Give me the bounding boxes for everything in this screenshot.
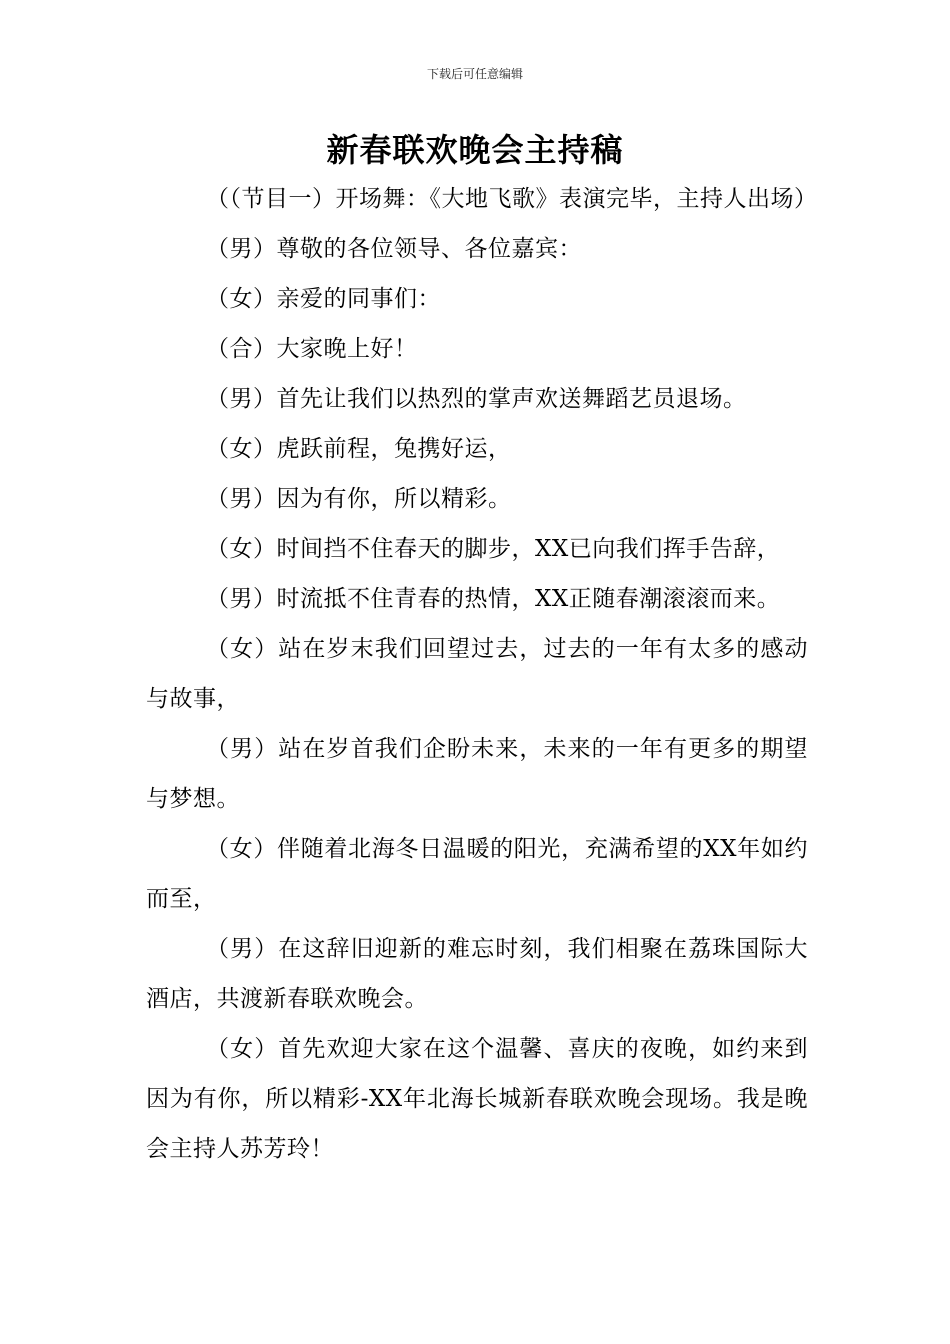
paragraph: （女）站在岁末我们回望过去，过去的一年有太多的感动与故事，: [146, 636, 808, 712]
paragraph: （女）虎跃前程，兔携好运，: [206, 436, 512, 462]
paragraph: （女）伴随着北海冬日温暖的阳光，充满希望的XX年如约而至，: [146, 836, 808, 912]
paragraph: （女）首先欢迎大家在这个温馨、喜庆的夜晚，如约来到因为有你，所以精彩-XX年北海长城新春联欢晚会现场。我是晚会主持人苏芳玲！: [146, 1036, 808, 1162]
paragraph: （合）大家晚上好！: [206, 336, 418, 362]
paragraph: （女）亲爱的同事们：: [206, 286, 441, 312]
paragraph: （男）时流抵不住青春的热情，XX正随春潮滚滚而来。: [206, 586, 781, 612]
header-note: 下载后可任意编辑: [426, 67, 523, 81]
paragraph: （女）时间挡不住春天的脚步，XX已向我们挥手告辞，: [206, 536, 781, 562]
paragraph: （男）因为有你，所以精彩。: [206, 486, 512, 512]
paragraph: （男）首先让我们以热烈的掌声欢送舞蹈艺员退场。: [206, 386, 747, 412]
paragraph: （男）尊敬的各位领导、各位嘉宾：: [206, 236, 582, 262]
paragraph: （男）站在岁首我们企盼未来，未来的一年有更多的期望与梦想。: [146, 736, 808, 812]
paragraph: （男）在这辞旧迎新的难忘时刻，我们相聚在荔珠国际大酒店，共渡新春联欢晚会。: [146, 936, 808, 1012]
document-title: 新春联欢晚会主持稿: [326, 131, 624, 169]
document-body: [146, 174, 818, 1174]
paragraph: （（节目一）开场舞：《大地飞歌》表演完毕，主持人出场）: [206, 186, 818, 212]
